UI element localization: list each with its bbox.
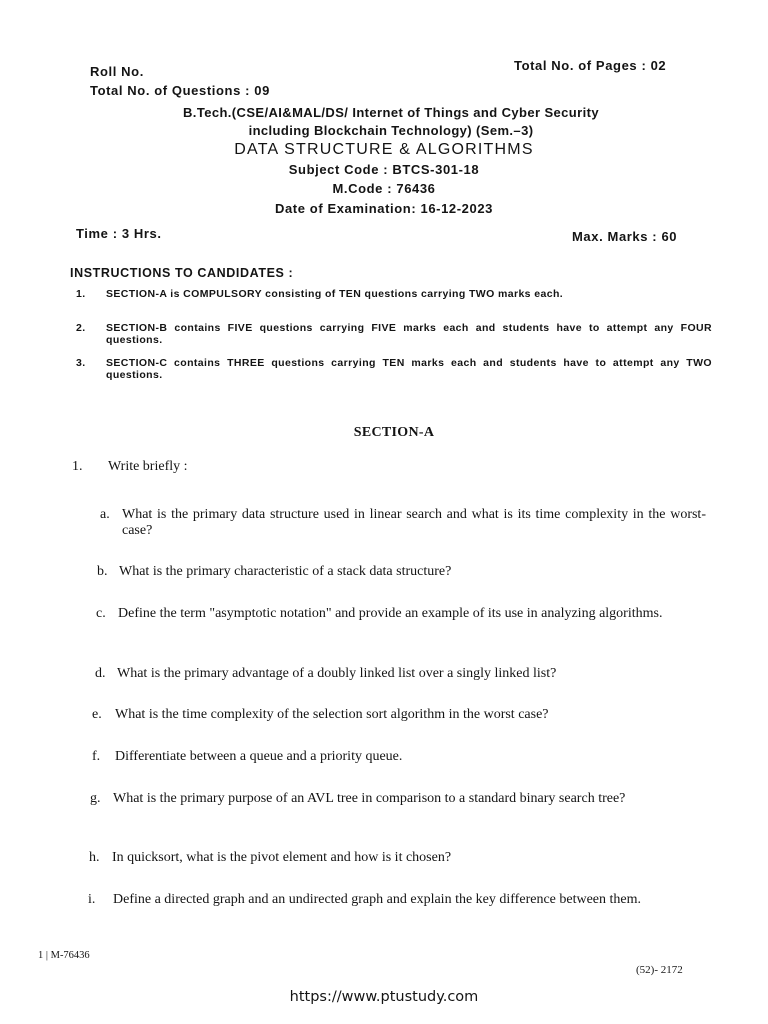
- part-label: d.: [95, 666, 106, 681]
- time-allowed: Time : 3 Hrs.: [76, 226, 162, 241]
- course-line-1: B.Tech.(CSE/AI&MAL/DS/ Internet of Things and Cyber Security: [183, 105, 599, 120]
- total-questions: Total No. of Questions : 09: [90, 83, 270, 98]
- instruction-item: [76, 288, 712, 300]
- question-part-e: [92, 707, 705, 723]
- question-number: 1.: [72, 459, 83, 474]
- instruction-item: [76, 322, 712, 346]
- question-part-i: [88, 892, 702, 908]
- instructions-heading: INSTRUCTIONS TO CANDIDATES :: [70, 266, 294, 280]
- part-text: Define a directed graph and an undirected graph and explain the key difference between them.: [113, 892, 642, 907]
- instruction-text: SECTION-B contains FIVE questions carrying FIVE marks each and students have to attempt any FOUR questions.: [106, 322, 712, 346]
- total-pages: Total No. of Pages : 02: [514, 58, 667, 73]
- part-text: Define the term "asymptotic notation" and provide an example of its use in analyzing algorithms.: [118, 606, 663, 621]
- question-prompt: Write briefly :: [108, 459, 188, 474]
- subject-code: Subject Code : BTCS-301-18: [288, 162, 480, 177]
- instruction-item: [76, 357, 712, 381]
- max-marks: Max. Marks : 60: [572, 229, 678, 244]
- part-label: a.: [100, 507, 110, 522]
- part-text: What is the primary advantage of a doubly linked list over a singly linked list?: [117, 666, 557, 681]
- part-label: f.: [92, 749, 101, 764]
- instruction-number: 2.: [76, 322, 86, 334]
- roll-no-label: Roll No.: [90, 64, 144, 79]
- instruction-text: SECTION-A is COMPULSORY consisting of TEN questions carrying TWO marks each.: [106, 288, 564, 300]
- question-part-f: [92, 749, 705, 765]
- part-label: i.: [88, 892, 96, 907]
- part-label: c.: [96, 606, 106, 621]
- exam-date: Date of Examination: 16-12-2023: [274, 201, 493, 216]
- section-a-title: SECTION-A: [353, 425, 435, 440]
- question-part-h: [89, 850, 703, 866]
- part-label: b.: [97, 564, 108, 579]
- paper-code: (52)- 2172: [636, 964, 683, 976]
- instruction-text: SECTION-C contains THREE questions carrying TEN marks each and students have to attempt any TWO questions.: [106, 357, 712, 381]
- question-part-b: [97, 564, 705, 580]
- part-text: What is the primary characteristic of a stack data structure?: [119, 564, 452, 579]
- page-code: 1 | M-76436: [38, 950, 90, 961]
- part-label: e.: [92, 707, 102, 722]
- part-text: What is the primary data structure used in linear search and what is its time complexity in the worst-case?: [122, 507, 706, 538]
- question-part-a: [100, 507, 706, 539]
- m-code: M.Code : 76436: [332, 181, 436, 196]
- part-text: Differentiate between a queue and a priority queue.: [115, 749, 403, 764]
- question-part-d: [95, 666, 705, 682]
- footer-url: https://www.ptustudy.com: [289, 989, 479, 1005]
- part-text: What is the primary purpose of an AVL tree in comparison to a standard binary search tree?: [113, 791, 626, 806]
- instruction-number: 3.: [76, 357, 86, 369]
- part-text: In quicksort, what is the pivot element and how is it chosen?: [112, 850, 452, 865]
- question-part-g: [90, 791, 704, 807]
- part-label: g.: [90, 791, 101, 806]
- course-line-2: including Blockchain Technology) (Sem.–3): [248, 123, 534, 138]
- part-text: What is the time complexity of the selection sort algorithm in the worst case?: [115, 707, 549, 722]
- part-label: h.: [89, 850, 100, 865]
- subject-title: DATA STRUCTURE & ALGORITHMS: [234, 141, 534, 158]
- question-part-c: [96, 606, 705, 622]
- instruction-number: 1.: [76, 288, 86, 300]
